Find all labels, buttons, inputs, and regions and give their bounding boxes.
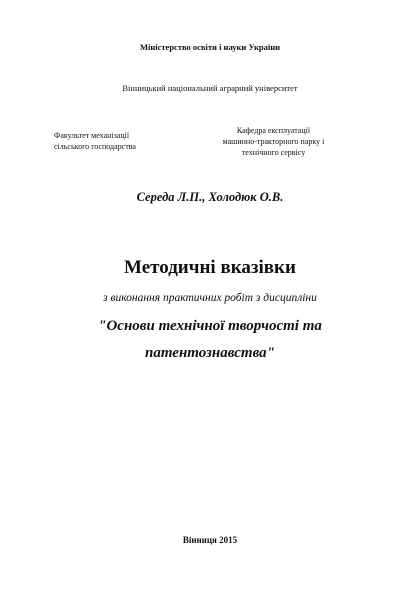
- faculty-line-2: сільського господарства: [54, 141, 136, 151]
- department-line-3: технічного сервісу: [241, 148, 306, 157]
- document-subtitle: з виконання практичних робіт з дисципліни: [103, 292, 317, 304]
- ministry-name: Міністерство освіти і науки України: [139, 42, 281, 52]
- department-line-1: Кафедра експлуатації: [236, 126, 311, 135]
- course-title: "Основи технічної творчості та патентознавства": [98, 318, 322, 361]
- authors: Середа Л.П., Холодюк О.В.: [136, 190, 284, 204]
- place-year: Вінниця 2015: [182, 535, 238, 545]
- department-line-2: машинно-тракторного парку і: [222, 137, 325, 146]
- document-title: Методичні вказівки: [124, 257, 296, 278]
- faculty-line-1: Факультет механізації: [54, 131, 130, 140]
- university-name: Вінницький національний аграрний університет: [122, 83, 298, 93]
- faculty-name: [54, 131, 184, 152]
- department-name: [196, 125, 351, 158]
